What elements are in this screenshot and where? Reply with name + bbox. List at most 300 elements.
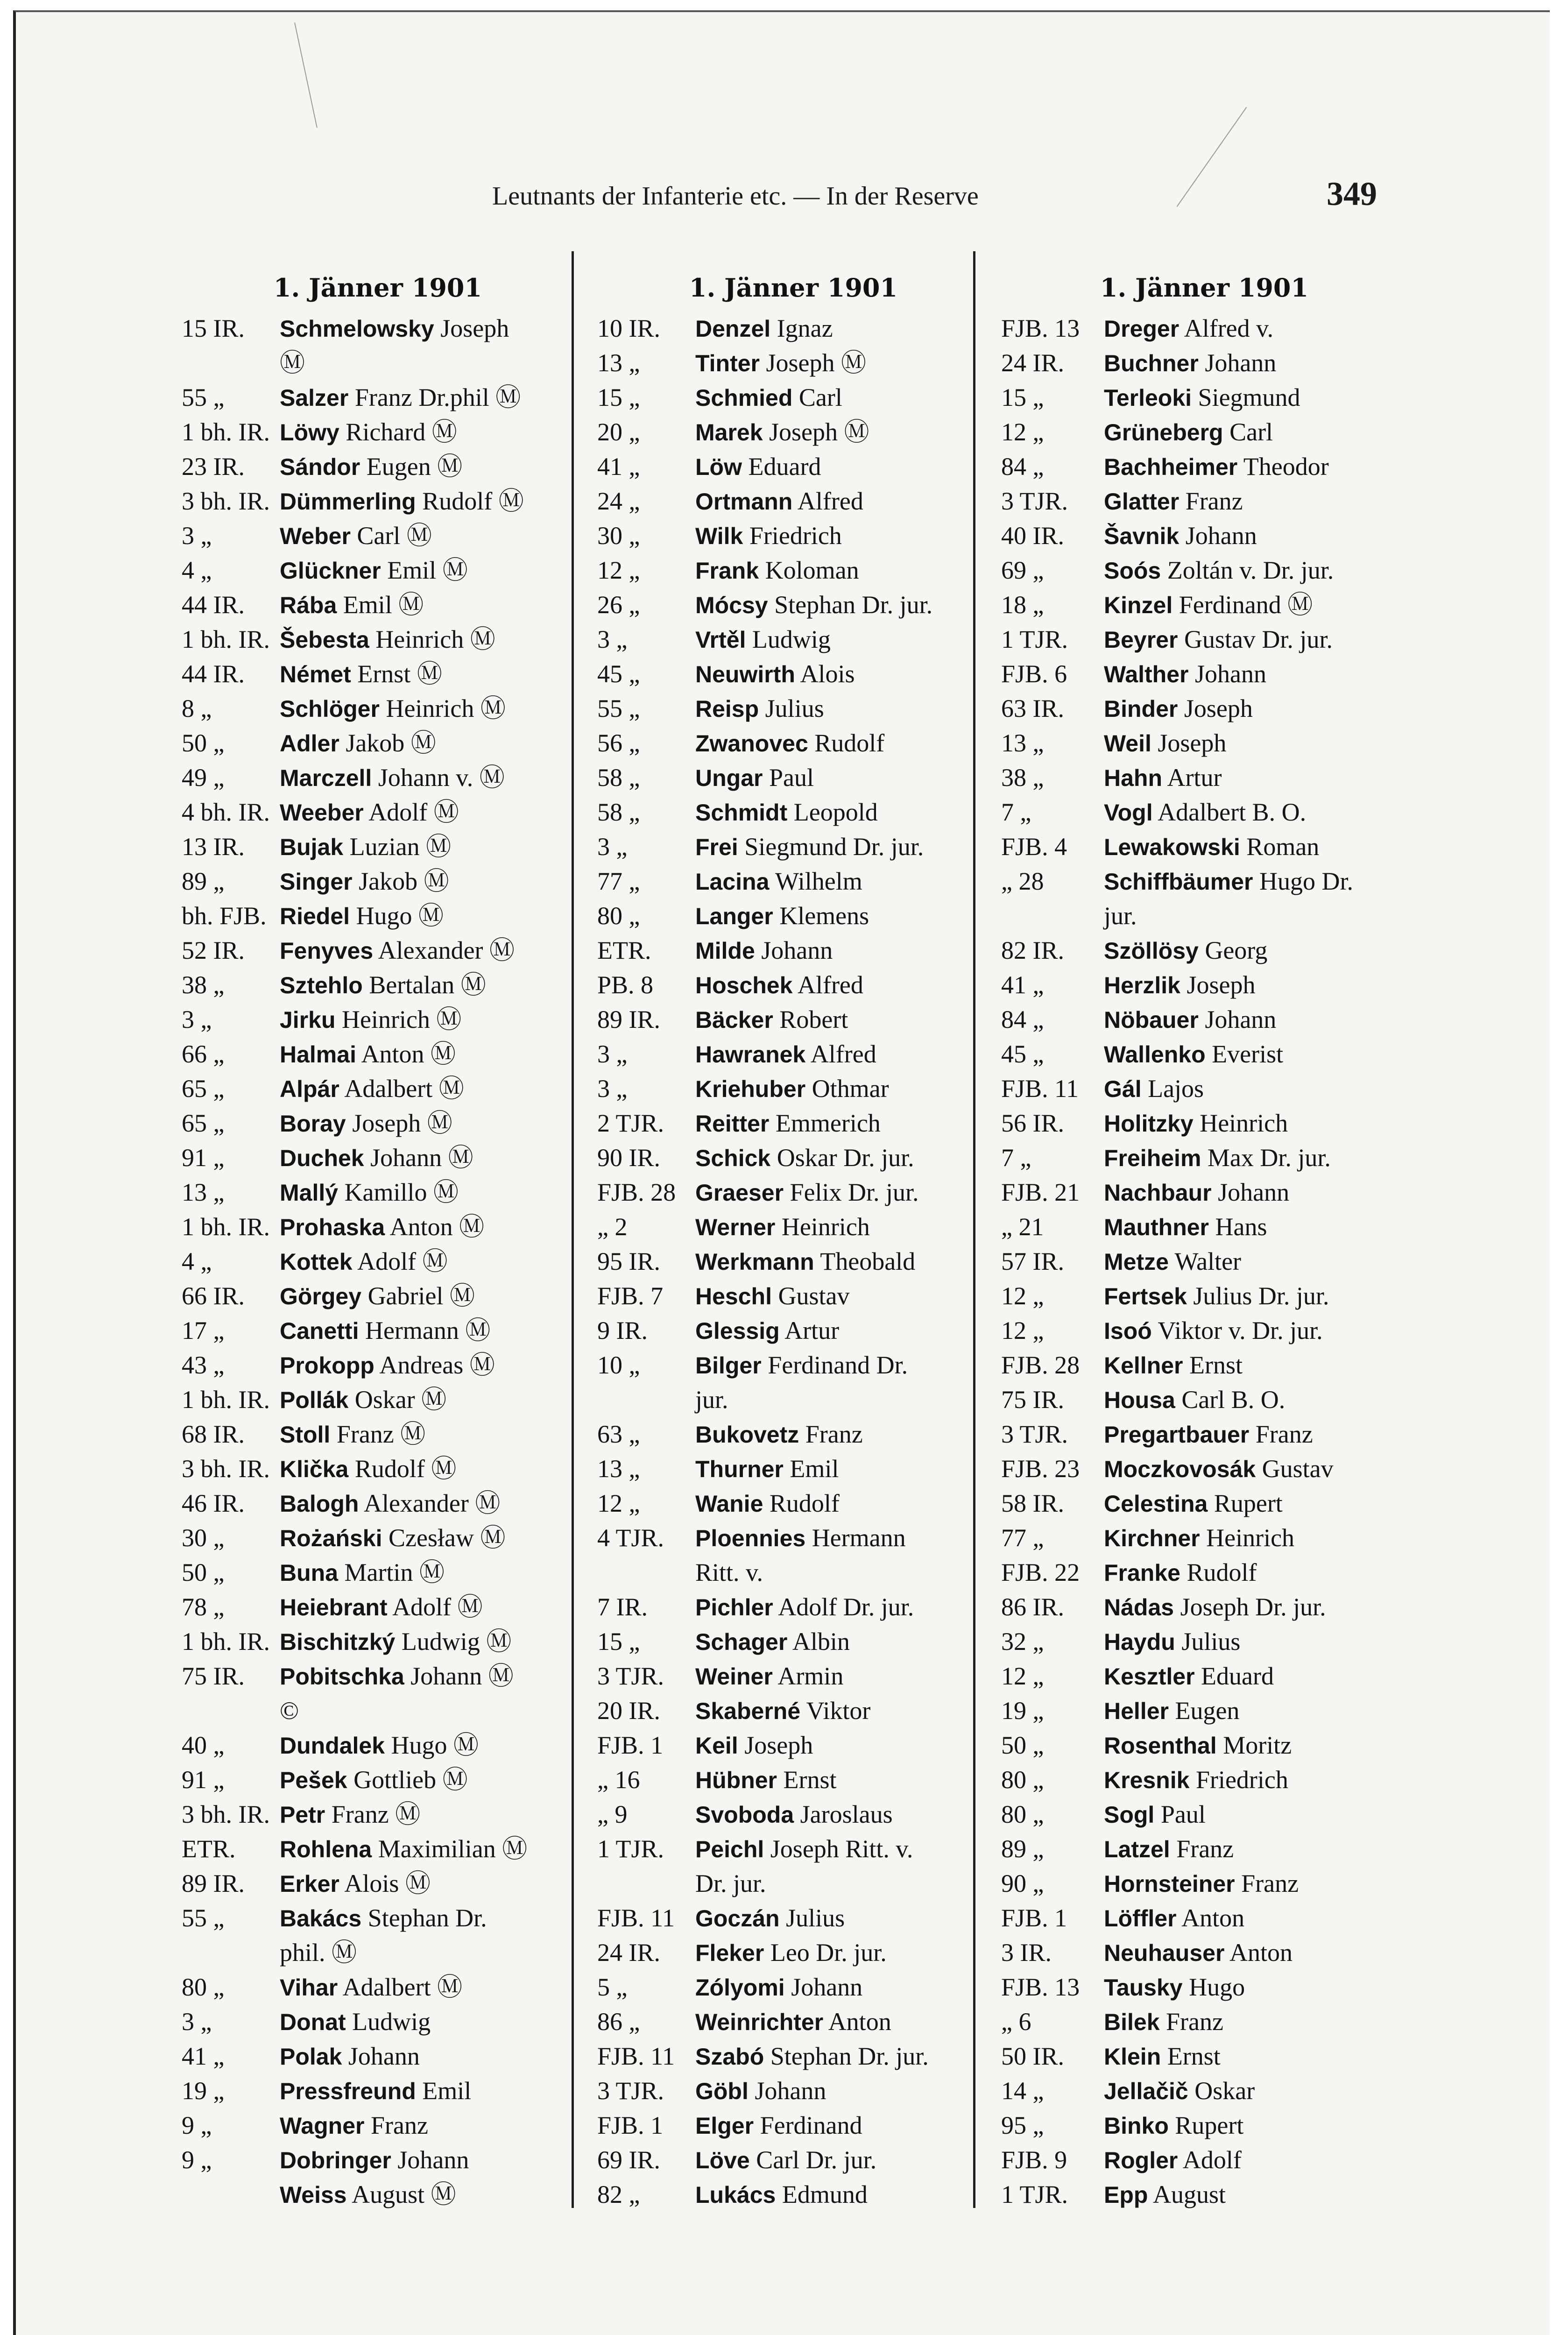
officer-surname: Nachbaur <box>1104 1180 1212 1206</box>
entry-list <box>1001 311 1407 2212</box>
unit-designation: 10 „ <box>597 1351 640 1379</box>
officer-given-name: Andreas Ⓜ <box>379 1351 495 1379</box>
officer-given-name: Lajos <box>1148 1075 1204 1103</box>
officer-given-name: Ludwig <box>752 625 831 653</box>
officer-surname: Dobringer <box>280 2147 391 2173</box>
officer-given-name: Joseph <box>744 1731 813 1759</box>
roster-entry <box>182 1762 574 1797</box>
officer-given-name: Heinrich Ⓜ <box>375 625 495 653</box>
unit-designation: 3 „ <box>182 522 212 550</box>
officer-surname: Elger <box>695 2113 754 2139</box>
unit-designation: 45 „ <box>597 660 640 688</box>
unit-designation: FJB. 11 <box>597 1904 675 1932</box>
officer-given-name: Carl Ⓜ <box>357 522 432 550</box>
officer-given-name: Anton <box>1181 1904 1245 1932</box>
roster-entry <box>1001 1832 1407 1866</box>
unit-designation: 50 „ <box>182 729 225 757</box>
roster-entry <box>182 2177 574 2212</box>
roster-entry <box>1001 1797 1407 1832</box>
officer-surname: Herzlik <box>1104 972 1180 998</box>
roster-entry <box>182 1693 574 1728</box>
unit-designation: 86 IR. <box>1001 1593 1064 1621</box>
officer-surname: Singer <box>280 869 353 895</box>
unit-designation: 3 „ <box>597 625 628 653</box>
roster-entry <box>597 1935 989 1970</box>
unit-designation: FJB. 13 <box>1001 314 1080 342</box>
roster-entry <box>182 1313 574 1348</box>
officer-surname: Balogh <box>280 1491 359 1517</box>
officer-surname: Kesztler <box>1104 1663 1195 1690</box>
roster-entry <box>1001 1762 1407 1797</box>
officer-given-name: Klemens <box>779 902 869 930</box>
officer-surname: Vogl <box>1104 800 1153 826</box>
unit-designation: 80 „ <box>597 902 640 930</box>
officer-surname: Pichler <box>695 1594 773 1620</box>
roster-entry <box>597 1866 989 1901</box>
officer-given-name: Emil Ⓜ <box>343 591 424 619</box>
roster-entry <box>182 2143 574 2177</box>
unit-designation: 3 TJR. <box>1001 487 1068 515</box>
roster-entry <box>182 2004 574 2039</box>
roster-entry <box>1001 1693 1407 1728</box>
officer-surname: Ungar <box>695 765 763 791</box>
roster-entry <box>597 415 989 449</box>
officer-surname: Halmai <box>280 1041 356 1068</box>
unit-designation: 3 „ <box>597 1040 628 1068</box>
officer-given-name: Ernst <box>1167 2042 1221 2070</box>
paper-crack <box>294 22 318 127</box>
officer-surname: Holitzky <box>1104 1111 1194 1137</box>
officer-given-name: Ernst <box>1189 1351 1243 1379</box>
officer-surname: Kriehuber <box>695 1076 806 1102</box>
officer-surname: Canetti <box>280 1318 359 1344</box>
roster-column-1 <box>182 264 574 2212</box>
unit-designation: 63 „ <box>597 1420 640 1448</box>
unit-designation: PB. 8 <box>597 971 654 999</box>
unit-designation: FJB. 1 <box>1001 1904 1067 1932</box>
roster-entry <box>182 1659 574 1693</box>
officer-given-name: Alexander Ⓜ <box>378 936 515 964</box>
officer-given-name: Gabriel Ⓜ <box>367 1282 475 1310</box>
roster-entry <box>597 1140 989 1175</box>
officer-surname: Glatter <box>1104 488 1180 515</box>
roster-entry <box>597 1210 989 1244</box>
officer-given-name: Robert <box>779 1005 848 1033</box>
officer-surname: Mallý <box>280 1180 339 1206</box>
officer-surname: Weil <box>1104 730 1151 757</box>
unit-designation: 12 „ <box>1001 418 1044 446</box>
roster-entry <box>182 968 574 1002</box>
officer-given-name: Albin <box>792 1627 850 1656</box>
unit-designation: 46 IR. <box>182 1489 245 1517</box>
roster-entry <box>597 1417 989 1451</box>
roster-entry <box>182 2073 574 2108</box>
officer-surname: Grüneberg <box>1104 419 1223 446</box>
roster-entry <box>597 449 989 484</box>
unit-designation: 26 „ <box>597 591 640 619</box>
roster-entry <box>597 2177 989 2212</box>
unit-designation: 9 IR. <box>597 1316 648 1344</box>
officer-given-name: Paul <box>1160 1800 1206 1828</box>
roster-entry <box>597 1728 989 1762</box>
unit-designation: 91 „ <box>182 1766 225 1794</box>
roster-entry <box>1001 622 1407 657</box>
officer-surname: Goczán <box>695 1905 780 1932</box>
roster-entry <box>182 2108 574 2143</box>
officer-given-name: Zoltán v. Dr. jur. <box>1167 556 1334 584</box>
unit-designation: 12 „ <box>1001 1282 1044 1310</box>
unit-designation: 43 „ <box>182 1351 225 1379</box>
roster-entry <box>182 1106 574 1140</box>
officer-surname: Glessig <box>695 1318 780 1344</box>
officer-surname: Dümmerling <box>280 488 416 515</box>
officer-given-name: Rudolf Ⓜ <box>354 1455 457 1483</box>
unit-designation: 58 „ <box>597 764 640 792</box>
roster-entry <box>597 1037 989 1071</box>
unit-designation: 65 „ <box>182 1075 225 1103</box>
officer-surname: Rába <box>280 592 337 618</box>
officer-given-name: Rupert <box>1214 1489 1283 1517</box>
roster-entry <box>182 1832 574 1866</box>
unit-designation: FJB. 1 <box>597 1731 664 1759</box>
unit-designation: 3 bh. IR. <box>182 487 270 515</box>
officer-surname: Donat <box>280 2009 346 2035</box>
officer-given-name: Oskar Ⓜ <box>354 1386 447 1414</box>
roster-column-3 <box>1001 264 1407 2212</box>
roster-entry <box>1001 1313 1407 1348</box>
unit-designation: 15 „ <box>597 383 640 411</box>
roster-entry <box>182 415 574 449</box>
officer-surname: Görgey <box>280 1283 362 1309</box>
officer-surname: Schick <box>695 1145 771 1171</box>
roster-entry <box>597 760 989 795</box>
officer-surname: Tausky <box>1104 1974 1183 2001</box>
unit-designation: 3 bh. IR. <box>182 1800 270 1828</box>
roster-entry <box>1001 484 1407 518</box>
officer-given-name: Alexander Ⓜ <box>363 1489 501 1517</box>
roster-entry <box>1001 1901 1407 1935</box>
unit-designation: 1 TJR. <box>1001 625 1068 653</box>
officer-given-name: Alois Ⓜ <box>344 1869 431 1897</box>
officer-surname: Dreger <box>1104 316 1180 342</box>
unit-designation: 4 „ <box>182 556 212 584</box>
officer-surname: Rohlena <box>280 1836 372 1862</box>
unit-designation: 63 IR. <box>1001 694 1064 722</box>
officer-surname: Nádas <box>1104 1594 1174 1620</box>
roster-entry <box>1001 1590 1407 1624</box>
officer-given-name: Stephan Dr. jur. <box>774 591 933 619</box>
unit-designation: 18 „ <box>1001 591 1044 619</box>
unit-designation: 82 IR. <box>1001 936 1064 964</box>
roster-entry <box>1001 1106 1407 1140</box>
roster-entry <box>182 795 574 829</box>
roster-entry <box>182 933 574 968</box>
officer-given-name: Stephan Dr. jur. <box>770 2042 929 2070</box>
unit-designation: 82 „ <box>597 2180 640 2208</box>
roster-entry <box>182 1451 574 1486</box>
officer-given-name: Johann <box>397 2146 469 2174</box>
roster-entry <box>182 380 574 415</box>
officer-surname: Alpár <box>280 1076 339 1102</box>
unit-designation: 38 „ <box>1001 764 1044 792</box>
officer-surname: Lewakowski <box>1104 834 1240 860</box>
unit-designation: 5 „ <box>597 1973 628 2001</box>
roster-entry <box>1001 346 1407 380</box>
officer-surname: Riedel <box>280 903 350 929</box>
roster-entry <box>182 1624 574 1659</box>
officer-surname: Heiebrant <box>280 1594 388 1620</box>
roster-entry <box>1001 1071 1407 1106</box>
unit-designation: 24 IR. <box>1001 349 1064 377</box>
unit-designation: 41 „ <box>182 2042 225 2070</box>
officer-given-name: Friedrich <box>749 522 842 550</box>
officer-given-name: Siegmund <box>1198 383 1300 411</box>
officer-surname: Hahn <box>1104 765 1162 791</box>
officer-given-name: Alfred <box>797 971 863 999</box>
officer-surname: Peichl <box>695 1836 764 1862</box>
officer-surname: Prohaska <box>280 1214 385 1240</box>
officer-given-name: Felix Dr. jur. <box>790 1178 919 1206</box>
unit-designation: 12 „ <box>597 1489 640 1517</box>
officer-surname: Terleoki <box>1104 385 1192 411</box>
officer-given-name: Ludwig Ⓜ <box>401 1627 512 1656</box>
roster-entry <box>597 1106 989 1140</box>
roster-entry <box>597 380 989 415</box>
unit-designation: FJB. 21 <box>1001 1178 1080 1206</box>
officer-surname: Buna <box>280 1560 338 1586</box>
unit-designation: 2 TJR. <box>597 1109 664 1137</box>
officer-given-name: © <box>280 1697 299 1725</box>
officer-given-name: Eugen Ⓜ <box>366 453 463 481</box>
officer-surname: Thurner <box>695 1456 784 1482</box>
officer-given-name: phil. Ⓜ <box>280 1939 357 1967</box>
roster-entry <box>1001 1175 1407 1210</box>
officer-given-name: Ferdinand Ⓜ <box>1179 591 1313 619</box>
roster-entry <box>182 449 574 484</box>
officer-surname: Kottek <box>280 1249 353 1275</box>
officer-given-name: Johann <box>755 2077 826 2105</box>
officer-surname: Housa <box>1104 1387 1175 1413</box>
officer-given-name: Franz <box>805 1420 863 1448</box>
roster-entry <box>597 691 989 726</box>
officer-surname: Mauthner <box>1104 1214 1209 1240</box>
roster-entry <box>597 933 989 968</box>
officer-given-name: Maximilian Ⓜ <box>378 1835 528 1863</box>
running-header: Leutnants der Infanterie etc. — In der Reserve <box>492 182 979 211</box>
unit-designation: 78 „ <box>182 1593 225 1621</box>
officer-surname: Schmied <box>695 385 793 411</box>
unit-designation: 56 „ <box>597 729 640 757</box>
roster-entry <box>597 311 989 346</box>
unit-designation: FJB. 9 <box>1001 2146 1067 2174</box>
officer-given-name: Adolf Dr. jur. <box>778 1593 914 1621</box>
unit-designation: 91 „ <box>182 1144 225 1172</box>
unit-designation: 3 „ <box>597 1075 628 1103</box>
roster-entry <box>597 1901 989 1935</box>
officer-surname: Adler <box>280 730 339 757</box>
officer-surname: Milde <box>695 938 755 964</box>
officer-surname: Ortmann <box>695 488 793 515</box>
officer-surname: Salzer <box>280 385 349 411</box>
unit-designation: „ 9 <box>597 1800 628 1828</box>
officer-given-name: Dr. jur. <box>695 1869 766 1897</box>
page-number: 349 <box>1327 175 1377 212</box>
officer-surname: Bachheimer <box>1104 454 1238 480</box>
officer-surname: Bilger <box>695 1352 762 1379</box>
officer-surname: Fenyves <box>280 938 374 964</box>
officer-given-name: Paul <box>769 764 814 792</box>
officer-given-name: Leo Dr. jur. <box>770 1939 887 1967</box>
unit-designation: FJB. 13 <box>1001 1973 1080 2001</box>
unit-designation: 3 TJR. <box>597 2077 664 2105</box>
unit-designation: 69 „ <box>1001 556 1044 584</box>
officer-given-name: Leopold <box>793 798 878 826</box>
officer-given-name: Walter <box>1174 1247 1242 1275</box>
officer-given-name: Hugo Ⓜ <box>356 902 444 930</box>
officer-given-name: Ⓜ <box>280 349 305 377</box>
unit-designation: 24 IR. <box>597 1939 660 1967</box>
officer-surname: Svoboda <box>695 1802 794 1828</box>
officer-given-name: Bertalan Ⓜ <box>369 971 486 999</box>
column-heading: 1. Jänner 1901 <box>1100 273 1309 303</box>
officer-surname: Reitter <box>695 1111 770 1137</box>
roster-entry <box>182 1279 574 1313</box>
officer-surname: Beyrer <box>1104 627 1178 653</box>
officer-surname: Keil <box>695 1733 738 1759</box>
officer-given-name: Carl B. O. <box>1181 1386 1285 1414</box>
unit-designation: 90 „ <box>1001 1869 1044 1897</box>
officer-surname: Stoll <box>280 1422 331 1448</box>
unit-designation: 12 „ <box>1001 1316 1044 1344</box>
officer-given-name: Joseph Ⓜ <box>766 349 866 377</box>
roster-entry <box>1001 1659 1407 1693</box>
roster-entry <box>1001 968 1407 1002</box>
officer-surname: Petr <box>280 1802 325 1828</box>
roster-entry <box>182 1935 574 1970</box>
roster-entry <box>597 726 989 760</box>
officer-given-name: Jakob Ⓜ <box>346 729 436 757</box>
officer-given-name: Heinrich <box>1206 1524 1295 1552</box>
officer-given-name: Moritz <box>1223 1731 1292 1759</box>
unit-designation: 44 IR. <box>182 660 245 688</box>
officer-given-name: Richard Ⓜ <box>346 418 457 446</box>
officer-given-name: Heinrich Ⓜ <box>342 1005 462 1033</box>
roster-entry <box>1001 1382 1407 1417</box>
officer-given-name: Koloman <box>765 556 859 584</box>
roster-entry <box>182 1037 574 1071</box>
officer-surname: Kellner <box>1104 1352 1183 1379</box>
officer-surname: Ploennies <box>695 1525 806 1551</box>
roster-entry <box>1001 691 1407 726</box>
roster-entry <box>597 1590 989 1624</box>
unit-designation: 3 bh. IR. <box>182 1455 270 1483</box>
unit-designation: 77 „ <box>1001 1524 1044 1552</box>
unit-designation: 7 „ <box>1001 1144 1031 1172</box>
officer-surname: Sogl <box>1104 1802 1155 1828</box>
officer-given-name: Rudolf <box>814 729 885 757</box>
roster-entry <box>182 1486 574 1521</box>
officer-given-name: Emil <box>790 1455 839 1483</box>
unit-designation: 95 IR. <box>597 1247 660 1275</box>
unit-designation: 12 „ <box>597 556 640 584</box>
officer-surname: Schager <box>695 1629 788 1655</box>
officer-surname: Klein <box>1104 2044 1161 2070</box>
roster-entry <box>182 1175 574 1210</box>
roster-entry <box>1001 933 1407 968</box>
unit-designation: 80 „ <box>1001 1800 1044 1828</box>
officer-surname: Kresnik <box>1104 1767 1190 1793</box>
officer-surname: Moczkovosák <box>1104 1456 1256 1482</box>
officer-given-name: Heinrich <box>781 1213 870 1241</box>
officer-given-name: Rudolf Ⓜ <box>422 487 524 515</box>
unit-designation: 13 „ <box>597 349 640 377</box>
unit-designation: 50 „ <box>182 1558 225 1586</box>
officer-surname: Heller <box>1104 1698 1169 1724</box>
officer-given-name: Roman <box>1246 833 1320 861</box>
unit-designation: 77 „ <box>597 867 640 895</box>
officer-given-name: Joseph <box>440 314 509 342</box>
roster-entry <box>182 1140 574 1175</box>
roster-entry <box>182 760 574 795</box>
officer-given-name: Adolf Ⓜ <box>357 1247 448 1275</box>
officer-surname: Hübner <box>695 1767 777 1793</box>
officer-surname: Tinter <box>695 350 760 376</box>
officer-given-name: Armin <box>777 1662 844 1690</box>
roster-entry <box>597 1970 989 2004</box>
roster-entry <box>597 346 989 380</box>
officer-surname: Marek <box>695 419 763 446</box>
roster-entry <box>1001 2108 1407 2143</box>
officer-given-name: Joseph <box>1184 694 1253 722</box>
officer-surname: Pregartbauer <box>1104 1422 1250 1448</box>
officer-given-name: Ernst <box>783 1766 837 1794</box>
unit-designation: 89 „ <box>1001 1835 1044 1863</box>
unit-designation: 13 „ <box>597 1455 640 1483</box>
officer-given-name: Martin Ⓜ <box>344 1558 445 1586</box>
officer-surname: Szabó <box>695 2044 764 2070</box>
roster-entry <box>597 1693 989 1728</box>
officer-given-name: Anton Ⓜ <box>361 1040 456 1068</box>
officer-given-name: Gottlieb Ⓜ <box>353 1766 468 1794</box>
officer-given-name: Friedrich <box>1195 1766 1288 1794</box>
officer-given-name: Hans <box>1215 1213 1267 1241</box>
officer-surname: Schlöger <box>280 696 380 722</box>
officer-given-name: Johann Ⓜ <box>370 1144 473 1172</box>
unit-designation: „ 28 <box>1001 867 1044 895</box>
roster-entry <box>1001 518 1407 553</box>
roster-entry <box>1001 1624 1407 1659</box>
roster-entry <box>182 1210 574 1244</box>
officer-surname: Latzel <box>1104 1836 1170 1862</box>
officer-surname: Langer <box>695 903 773 929</box>
unit-designation: 13 IR. <box>182 833 245 861</box>
officer-given-name: Hugo Ⓜ <box>391 1731 479 1759</box>
officer-given-name: Alois <box>800 660 855 688</box>
officer-surname: Soós <box>1104 558 1161 584</box>
unit-designation: 1 bh. IR. <box>182 1627 270 1656</box>
officer-surname: Dundalek <box>280 1733 385 1759</box>
officer-given-name: Viktor v. Dr. jur. <box>1158 1316 1323 1344</box>
roster-column-2 <box>597 264 989 2212</box>
officer-given-name: Oskar <box>1194 2077 1255 2105</box>
unit-designation: 1 bh. IR. <box>182 1386 270 1414</box>
officer-surname: Rożański <box>280 1525 382 1551</box>
roster-entry <box>1001 587 1407 622</box>
roster-entry <box>182 1555 574 1590</box>
officer-given-name: Franz <box>1241 1869 1299 1897</box>
officer-given-name: Franz <box>1185 487 1243 515</box>
unit-designation: 1 bh. IR. <box>182 418 270 446</box>
